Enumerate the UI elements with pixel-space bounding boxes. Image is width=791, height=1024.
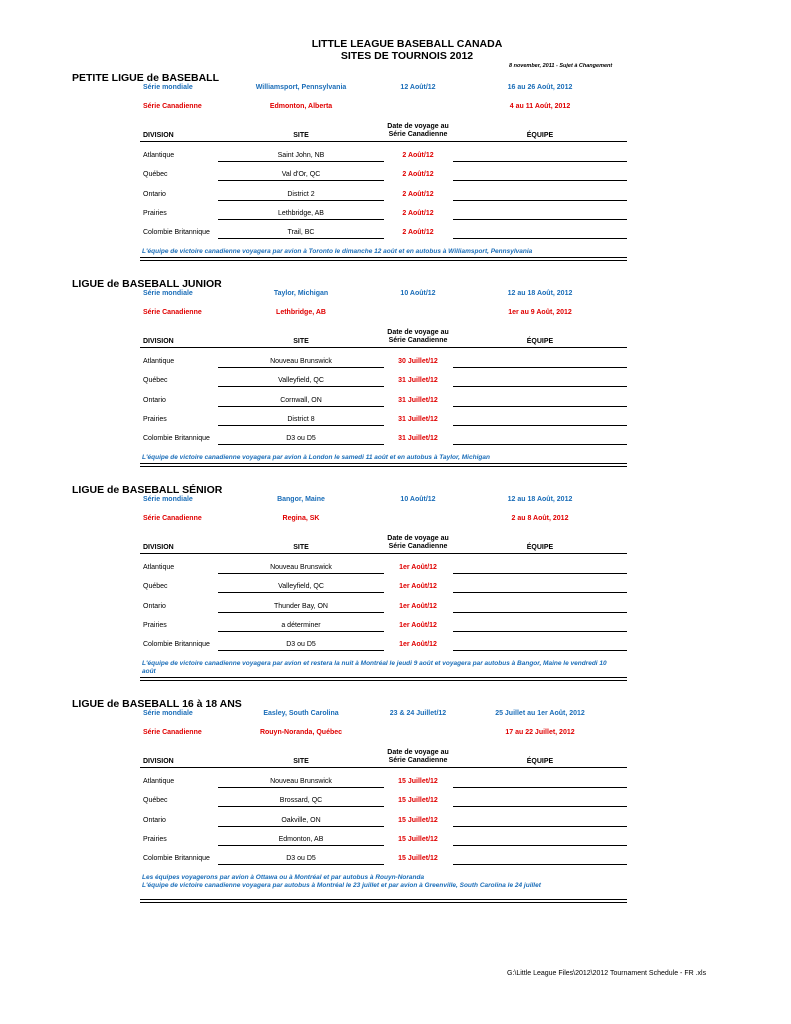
canadian-series-dates: 17 au 22 Juillet, 2012	[505, 729, 575, 736]
row-site: D3 ou D5	[286, 641, 316, 648]
section-bottom-rule	[140, 257, 627, 261]
world-series-dates: 12 au 18 Août, 2012	[507, 496, 573, 503]
col-travel-header-line2: Série Canadienne	[388, 337, 448, 344]
site-underline	[218, 631, 384, 632]
world-series-travel: 12 Août/12	[400, 84, 436, 91]
section-note: L'équipe de victoire canadienne voyagera par autobus à Montréal le 23 juillet et par avion à Greenville, South Carolina le 24 juillet	[142, 882, 541, 889]
site-underline	[218, 367, 384, 368]
row-site: Edmonton, AB	[278, 836, 324, 843]
site-underline	[218, 612, 384, 613]
canadian-series-site: Rouyn-Noranda, Québec	[259, 729, 343, 736]
site-underline	[218, 406, 384, 407]
row-division: Colombie Britannique	[143, 855, 210, 862]
world-series-site: Williamsport, Pennsylvania	[255, 84, 347, 91]
col-division-header: DIVISION	[143, 544, 174, 551]
row-travel-date: 2 Août/12	[402, 210, 434, 217]
canadian-series-dates: 2 au 8 Août, 2012	[511, 515, 569, 522]
col-division-header: DIVISION	[143, 758, 174, 765]
col-travel-header-line1: Date de voyage au	[387, 535, 449, 542]
row-travel-date: 30 Juillet/12	[398, 358, 438, 365]
team-entry-line[interactable]	[453, 386, 627, 387]
row-division: Ontario	[143, 817, 166, 824]
canadian-series-dates: 4 au 11 Août, 2012	[509, 103, 571, 110]
row-division: Colombie Britannique	[143, 229, 210, 236]
world-series-label: Série mondiale	[143, 710, 193, 717]
team-entry-line[interactable]	[453, 845, 627, 846]
header-rule	[140, 553, 627, 554]
row-site: District 2	[287, 191, 315, 198]
team-entry-line[interactable]	[453, 425, 627, 426]
row-site: D3 ou D5	[286, 855, 316, 862]
row-site: Brossard, QC	[279, 797, 323, 804]
col-site-header: SITE	[293, 132, 309, 139]
site-underline	[218, 219, 384, 220]
section-bottom-rule	[140, 899, 627, 903]
row-division: Prairies	[143, 836, 167, 843]
row-division: Atlantique	[143, 564, 175, 571]
col-site-header: SITE	[293, 338, 309, 345]
site-underline	[218, 238, 384, 239]
world-series-dates: 25 Juillet au 1er Août, 2012	[495, 710, 585, 717]
row-division: Colombie Britannique	[143, 435, 210, 442]
row-division: Atlantique	[143, 358, 175, 365]
team-entry-line[interactable]	[453, 826, 627, 827]
row-travel-date: 1er Août/12	[399, 564, 437, 571]
site-underline	[218, 180, 384, 181]
site-underline	[218, 161, 384, 162]
row-travel-date: 2 Août/12	[402, 171, 434, 178]
row-division: Ontario	[143, 191, 166, 198]
team-entry-line[interactable]	[453, 180, 627, 181]
site-underline	[218, 806, 384, 807]
col-travel-header-line1: Date de voyage au	[387, 749, 449, 756]
world-series-travel: 10 Août/12	[400, 290, 436, 297]
world-series-dates: 16 au 26 Août, 2012	[507, 84, 573, 91]
site-underline	[218, 787, 384, 788]
row-travel-date: 15 Juillet/12	[398, 836, 438, 843]
team-entry-line[interactable]	[453, 864, 627, 865]
team-entry-line[interactable]	[453, 200, 627, 201]
team-entry-line[interactable]	[453, 444, 627, 445]
section-note: L'équipe de victoire canadienne voyagera par avion à London le samedi 11 août et en autobus à Taylor, Michigan	[142, 454, 490, 461]
col-team-header: ÉQUIPE	[526, 544, 554, 551]
col-travel-header-line2: Série Canadienne	[388, 757, 448, 764]
world-series-site: Bangor, Maine	[277, 496, 325, 503]
header-rule	[140, 141, 627, 142]
row-site: Nouveau Brunswick	[270, 564, 332, 571]
row-division: Prairies	[143, 210, 167, 217]
row-travel-date: 2 Août/12	[402, 152, 434, 159]
site-underline	[218, 444, 384, 445]
team-entry-line[interactable]	[453, 650, 627, 651]
team-entry-line[interactable]	[453, 573, 627, 574]
row-travel-date: 31 Juillet/12	[398, 416, 438, 423]
row-site: Valleyfield, QC	[278, 377, 324, 384]
team-entry-line[interactable]	[453, 592, 627, 593]
col-team-header: ÉQUIPE	[526, 338, 554, 345]
row-site: Val d'Or, QC	[281, 171, 321, 178]
team-entry-line[interactable]	[453, 787, 627, 788]
row-division: Québec	[143, 797, 168, 804]
team-entry-line[interactable]	[453, 161, 627, 162]
row-site: Thunder Bay, ON	[274, 603, 328, 610]
site-underline	[218, 573, 384, 574]
row-division: Ontario	[143, 603, 166, 610]
team-entry-line[interactable]	[453, 238, 627, 239]
row-site: Nouveau Brunswick	[270, 778, 332, 785]
row-site: D3 ou D5	[286, 435, 316, 442]
row-travel-date: 15 Juillet/12	[398, 797, 438, 804]
site-underline	[218, 826, 384, 827]
row-travel-date: 1er Août/12	[399, 622, 437, 629]
team-entry-line[interactable]	[453, 367, 627, 368]
row-travel-date: 2 Août/12	[402, 229, 434, 236]
row-division: Québec	[143, 377, 168, 384]
row-travel-date: 31 Juillet/12	[398, 377, 438, 384]
row-site: Lethbridge, AB	[278, 210, 324, 217]
section-bottom-rule	[140, 677, 627, 681]
col-travel-header-line1: Date de voyage au	[387, 123, 449, 130]
file-path-footer: G:\Little League Files\2012\2012 Tournament Schedule - FR .xls	[507, 970, 707, 977]
canadian-series-label: Série Canadienne	[143, 309, 202, 316]
row-travel-date: 2 Août/12	[402, 191, 434, 198]
canadian-series-label: Série Canadienne	[143, 103, 202, 110]
site-underline	[218, 864, 384, 865]
col-site-header: SITE	[293, 544, 309, 551]
row-site: Trail, BC	[287, 229, 315, 236]
section-title: PETITE LIGUE de BASEBALL	[72, 72, 220, 84]
world-series-site: Taylor, Michigan	[273, 290, 329, 297]
row-site: Cornwall, ON	[280, 397, 322, 404]
col-travel-header-line1: Date de voyage au	[387, 329, 449, 336]
row-division: Prairies	[143, 416, 167, 423]
col-travel-header-line2: Série Canadienne	[388, 543, 448, 550]
team-entry-line[interactable]	[453, 406, 627, 407]
row-travel-date: 1er Août/12	[399, 583, 437, 590]
team-entry-line[interactable]	[453, 631, 627, 632]
row-division: Atlantique	[143, 778, 175, 785]
header-rule	[140, 347, 627, 348]
row-travel-date: 31 Juillet/12	[398, 435, 438, 442]
row-travel-date: 15 Juillet/12	[398, 817, 438, 824]
row-site: Valleyfield, QC	[278, 583, 324, 590]
row-division: Colombie Britannique	[143, 641, 210, 648]
col-team-header: ÉQUIPE	[526, 132, 554, 139]
row-division: Prairies	[143, 622, 167, 629]
world-series-travel: 10 Août/12	[400, 496, 436, 503]
canadian-series-dates: 1er au 9 Août, 2012	[508, 309, 572, 316]
world-series-travel: 23 & 24 Juillet/12	[389, 710, 447, 717]
change-notice: 8 november, 2011 - Sujet à Changement	[509, 63, 613, 69]
section-title: LIGUE de BASEBALL JUNIOR	[72, 278, 222, 290]
col-travel-header-line2: Série Canadienne	[388, 131, 448, 138]
team-entry-line[interactable]	[453, 219, 627, 220]
page-title: LITTLE LEAGUE BASEBALL CANADA	[311, 38, 503, 50]
row-site: District 8	[287, 416, 315, 423]
section-title: LIGUE de BASEBALL 16 à 18 ANS	[72, 698, 242, 710]
section-note: Les équipes voyagerons par avion à Ottawa ou à Montréal et par autobus à Rouyn-Noranda	[142, 874, 425, 881]
team-entry-line[interactable]	[453, 612, 627, 613]
site-underline	[218, 845, 384, 846]
row-site: Saint John, NB	[277, 152, 325, 159]
row-travel-date: 1er Août/12	[399, 603, 437, 610]
section-note: L'équipe de victoire canadienne voyagera par avion et restera la nuit à Montréal le jeudi 9 août et voyagera par autobus à Bangor, Maine le vendredi 10 août	[142, 660, 607, 675]
col-team-header: ÉQUIPE	[526, 758, 554, 765]
col-division-header: DIVISION	[143, 132, 174, 139]
site-underline	[218, 200, 384, 201]
row-site: Nouveau Brunswick	[270, 358, 332, 365]
site-underline	[218, 425, 384, 426]
row-travel-date: 15 Juillet/12	[398, 855, 438, 862]
section-note: L'équipe de victoire canadienne voyagera par avion à Toronto le dimanche 12 août et en autobus à Williamsport, Pennsylvania	[142, 248, 533, 255]
section-title: LIGUE de BASEBALL SÉNIOR	[72, 484, 223, 496]
world-series-site: Easley, South Carolina	[263, 710, 339, 717]
row-site: Oakville, ON	[281, 817, 321, 824]
row-division: Ontario	[143, 397, 166, 404]
world-series-label: Série mondiale	[143, 84, 193, 91]
col-site-header: SITE	[293, 758, 309, 765]
world-series-label: Série mondiale	[143, 290, 193, 297]
row-site: a déterminer	[281, 622, 321, 629]
row-travel-date: 31 Juillet/12	[398, 397, 438, 404]
row-division: Atlantique	[143, 152, 175, 159]
row-travel-date: 15 Juillet/12	[398, 778, 438, 785]
canadian-series-site: Regina, SK	[282, 515, 320, 522]
site-underline	[218, 592, 384, 593]
col-division-header: DIVISION	[143, 338, 174, 345]
row-division: Québec	[143, 171, 168, 178]
canadian-series-site: Edmonton, Alberta	[269, 103, 333, 110]
team-entry-line[interactable]	[453, 806, 627, 807]
canadian-series-label: Série Canadienne	[143, 515, 202, 522]
page-subtitle: SITES DE TOURNOIS 2012	[340, 50, 474, 62]
canadian-series-label: Série Canadienne	[143, 729, 202, 736]
header-rule	[140, 767, 627, 768]
world-series-label: Série mondiale	[143, 496, 193, 503]
row-division: Québec	[143, 583, 168, 590]
section-bottom-rule	[140, 463, 627, 467]
canadian-series-site: Lethbridge, AB	[276, 309, 326, 316]
site-underline	[218, 386, 384, 387]
world-series-dates: 12 au 18 Août, 2012	[507, 290, 573, 297]
row-travel-date: 1er Août/12	[399, 641, 437, 648]
site-underline	[218, 650, 384, 651]
